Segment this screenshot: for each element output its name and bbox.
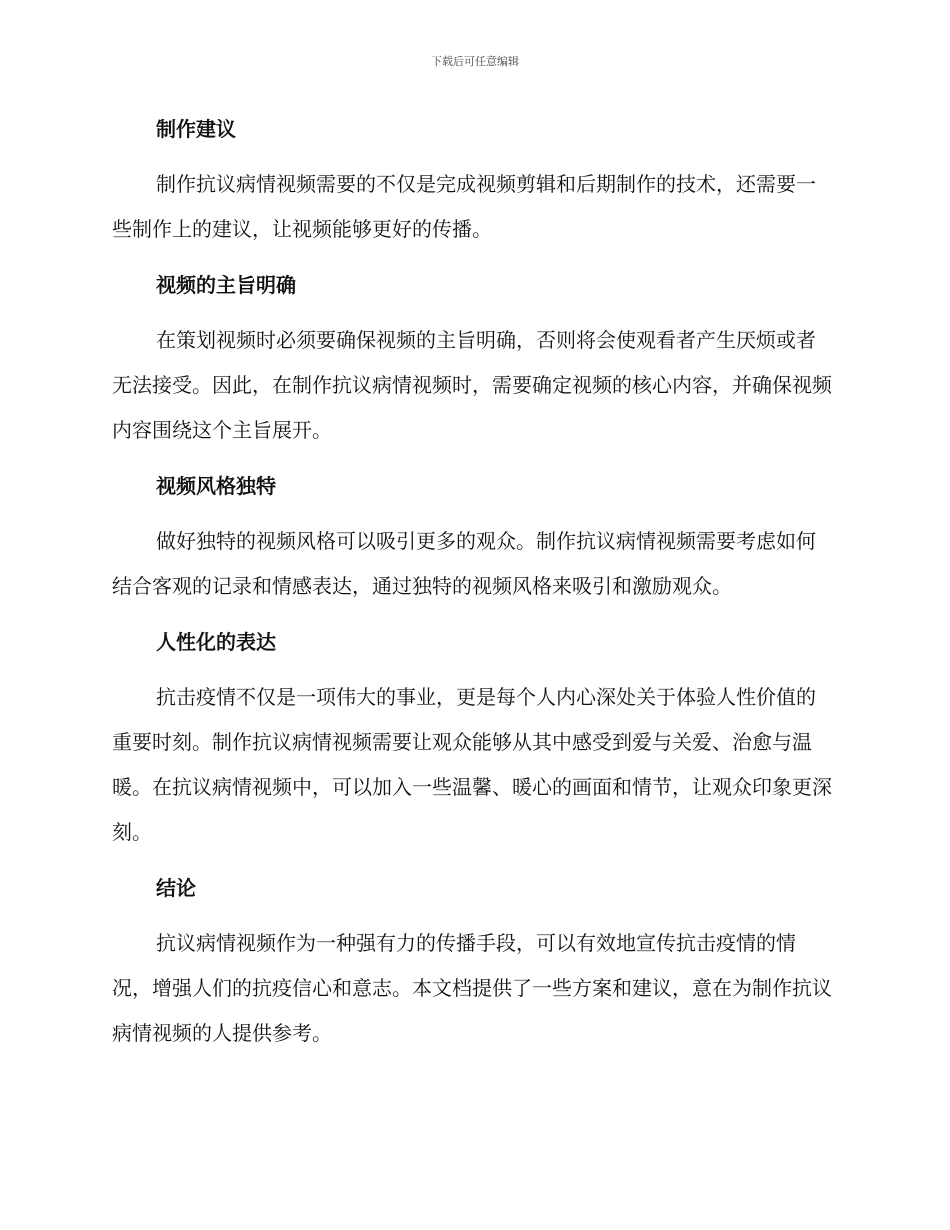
section-title-clear-theme: 视频的主旨明确 bbox=[156, 273, 296, 297]
section-title-conclusion: 结论 bbox=[156, 876, 196, 900]
section-body-humanized-expression: 抗击疫情不仅是一项伟大的事业，更是每个人内心深处关于体验人性价值的重要时刻。制作抗议病情视频需要让观众能够从其中感受到爱与关爱、治愈与温暖。在抗议病情视频中，可以加入一些温馨、暖心的画面和情节，让观众印象更深刻。 bbox=[112, 685, 832, 844]
section-body-production-tips: 制作抗议病情视频需要的不仅是完成视频剪辑和后期制作的技术，还需要一些制作上的建议，让视频能够更好的传播。 bbox=[112, 172, 816, 241]
section-title-humanized-expression: 人性化的表达 bbox=[156, 630, 276, 654]
header-note: 下载后可任意编辑 bbox=[431, 55, 519, 68]
section-body-conclusion: 抗议病情视频作为一种强有力的传播手段，可以有效地宣传抗击疫情的情况，增强人们的抗疫信心和意志。本文档提供了一些方案和建议，意在为制作抗议病情视频的人提供参考。 bbox=[112, 931, 832, 1045]
document-content bbox=[112, 112, 832, 1056]
section-title-production-tips: 制作建议 bbox=[156, 117, 236, 141]
section-body-clear-theme: 在策划视频时必须要确保视频的主旨明确，否则将会使观看者产生厌烦或者无法接受。因此，在制作抗议病情视频时，需要确定视频的核心内容，并确保视频内容围绕这个主旨展开。 bbox=[112, 328, 832, 442]
section-title-unique-style: 视频风格独特 bbox=[156, 474, 276, 498]
section-body-unique-style: 做好独特的视频风格可以吸引更多的观众。制作抗议病情视频需要考虑如何结合客观的记录和情感表达，通过独特的视频风格来吸引和激励观众。 bbox=[112, 529, 816, 598]
